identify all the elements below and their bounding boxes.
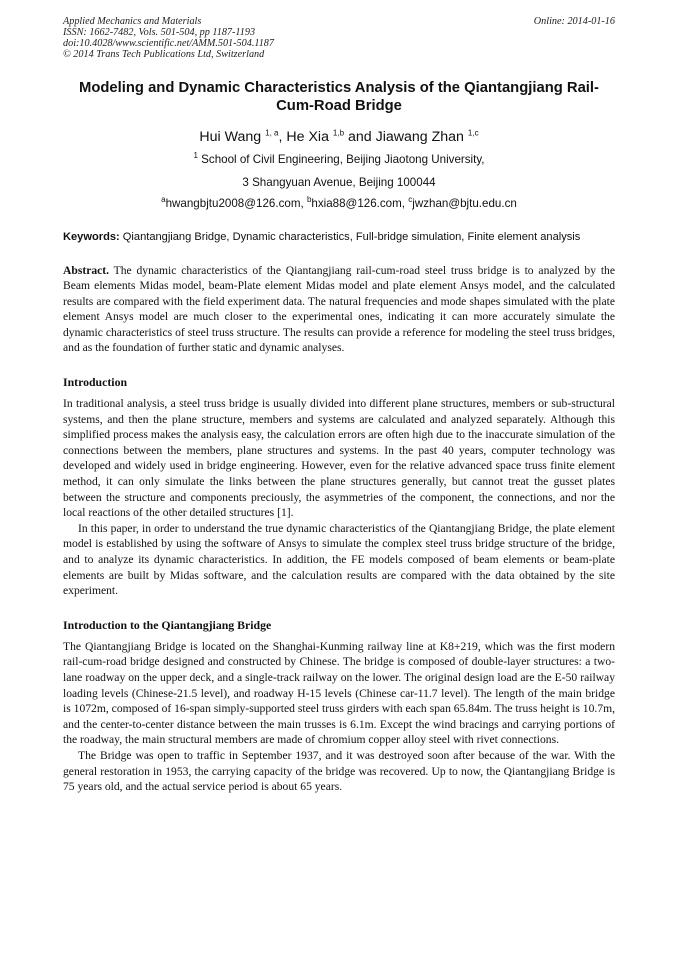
intro-paragraph-1: In traditional analysis, a steel truss bridge is usually divided into different plane structures, members or sub-structural systems, and then the plane structure, members and systems are calculated and analyzed separately. Although this simplified process makes the analysis easy, the calculation errors are often high due to the inaccurate simulation of the connections between the members, plane structures and systems. In the past 40 years, computer technology was developed and widely used in bridge engineering. However, even for the relative advanced space truss finite element method, it can only simulate the links between the plane structures generally, but cannot treat the gusset plates between the structure and components preciously, the asymmetries of the component, the connections, and nor the local reactions of the other detailed structures [1]. (63, 397, 615, 520)
email-separator: , (401, 197, 409, 210)
author-name: Hui Wang (199, 129, 262, 145)
journal-header (63, 16, 615, 64)
email-sup: b (306, 195, 312, 205)
section-heading-introduction: Introduction (63, 375, 128, 390)
email-link[interactable]: hxia88@126.com (311, 197, 402, 210)
affiliation-sup: 1 (193, 151, 198, 161)
issn-line: ISSN: 1662-7482, Vols. 501-504, pp 1187-1193 (63, 27, 256, 38)
abstract-label: Abstract. (63, 263, 110, 277)
email-separator: , (300, 197, 307, 210)
copyright-line: © 2014 Trans Tech Publications Ltd, Switzerland (63, 49, 265, 60)
affiliation (63, 148, 615, 194)
online-date: Online: 2014-01-16 (533, 16, 615, 27)
affiliation-line-2: 3 Shangyuan Avenue, Beijing 100044 (242, 176, 436, 189)
keywords (63, 230, 615, 245)
email-sup: a (161, 195, 166, 205)
bridge-paragraph-1: The Qiantangjiang Bridge is located on the Shanghai-Kunming railway line at K8+219, which was the first modern rail-cum-road bridge designed and constructed by Chinese. The bridge is composed of double-layer structures: a two-lane roadway on the upper deck, and a single-track railway on the lower. The original design load are the E-50 railway loading levels (Chinese-21.5 level), and roadway H-15 levels (Chinese car-11.7 level). The length of the main bridge is 1072m, composed of 16-span simply-supported steel truss girders with each span 65.84m. The truss height is 10.7m, and the center-to-center distance between the main trusses is 6.1m. Except the wind bracings and carrying portions of the roadway, the main structural members are made of chromium copper alloy steel with rivet connections. (63, 639, 615, 747)
author-separator: and (344, 129, 376, 145)
author-sup: 1,b (332, 128, 345, 138)
abstract (63, 263, 615, 357)
email-link[interactable]: jwzhan@bjtu.edu.cn (412, 197, 517, 210)
bridge-paragraph-2: The Bridge was open to traffic in September 1937, and it was destroyed soon after because of the war. With the general restoration in 1953, the carrying capacity of the bridge was recovered. Up to now, the Qiantangjiang Bridge is 75 years old, and the actual service period is about 65 years. (63, 748, 615, 794)
affiliation-line-1: $^1$ School of Civil Engineering, Beijing Jiaotong University, (193, 151, 485, 166)
doi-line[interactable]: doi:10.4028/www.scientific.net/AMM.501-504.1187 (63, 38, 274, 49)
email-sup: c (408, 195, 413, 205)
journal-name: Applied Mechanics and Materials (63, 16, 202, 27)
author-name: He Xia (286, 129, 329, 145)
author-sup: 1,c (467, 128, 479, 138)
section-heading-bridge: Introduction to the Qiantangjiang Bridge (63, 617, 272, 632)
author-name: Jiawang Zhan (375, 129, 464, 145)
author-sup: 1, a (265, 128, 279, 138)
keywords-text: Qiantangjiang Bridge, Dynamic characteristics, Full-bridge simulation, Finite element analysis (119, 231, 581, 243)
author-separator: , (278, 129, 287, 145)
author-line (63, 128, 615, 146)
email-line (63, 196, 615, 212)
keywords-label: Keywords: (63, 231, 120, 243)
email-link[interactable]: hwangbjtu2008@126.com (165, 197, 301, 210)
abstract-text: The dynamic characteristics of the Qiantangjiang rail-cum-road steel truss bridge is to analyzed by the Beam elements Midas model, beam-Plate element Midas model and plate element Ansys model, and the calculated results are compared with the field experiment data. The natural frequencies and mode shapes simulated with the plate element Ansys model are much closer to the experimental ones, indicating it can more accurately simulate the dynamic characteristics of steel truss structure. The results can provide a reference for modeling the steel truss bridges, and as the foundation of further static and dynamic analyses. (63, 263, 615, 355)
paper-title: Modeling and Dynamic Characteristics Analysis of the Qiantangjiang Rail-Cum-Road Bridge (79, 80, 599, 114)
intro-paragraph-2: In this paper, in order to understand the true dynamic characteristics of the Qiantangjiang Bridge, the plate element model is established by using the software of Ansys to simulate the complex steel truss bridge structure of the bridge, and to analyze its dynamic characteristics. In addition, the FE models composed of beam elements or beam-plate elements are built by Midas software, and the calculation results are compared with the data obtained by the site experiment. (63, 521, 615, 598)
